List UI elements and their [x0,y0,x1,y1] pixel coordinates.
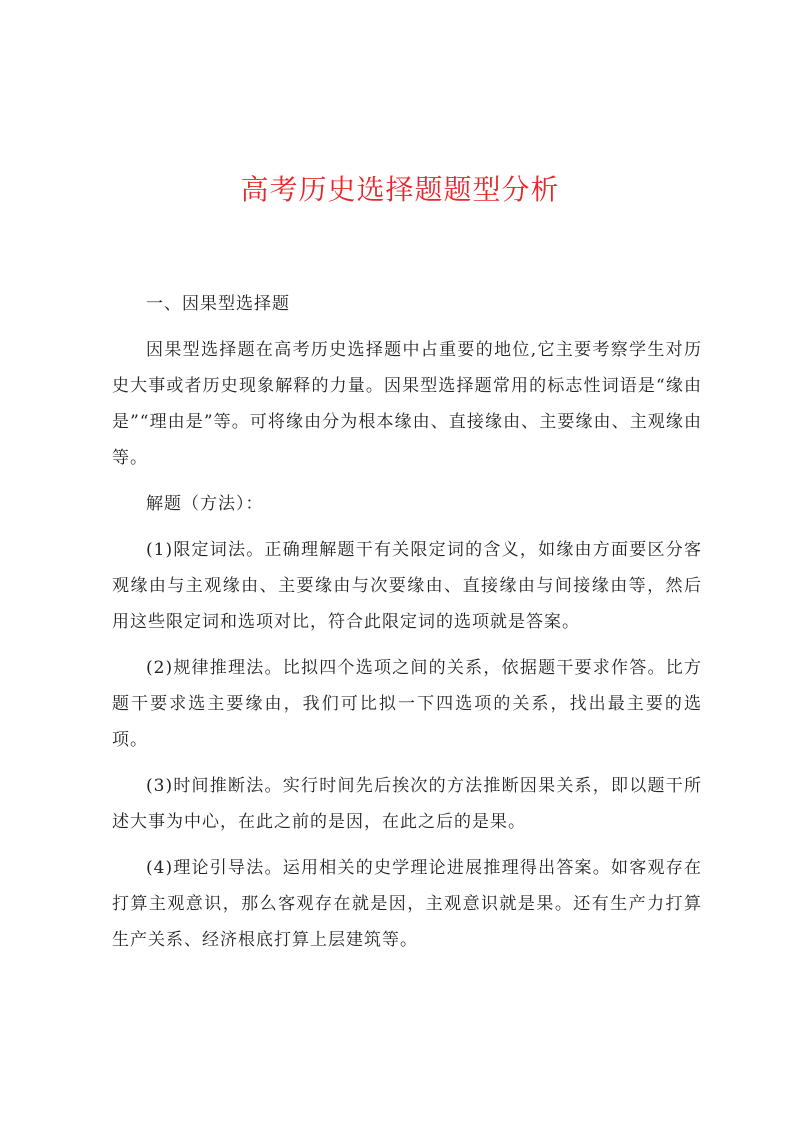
paragraph-method-heading: 解题（方法）： [146,494,264,514]
section-heading-causal: 一、因果型选择题 [146,294,290,314]
paragraph-intro: 因果型选择题在高考历史选择题中占重要的地位,它主要考察学生对历史大事或者历史现象解释的力量。因果型选择题常用的标志性词语是“缘由是”“理由是”等。可将缘由分为根本缘由、直接缘由、主要缘由、主观缘由等。 [112,340,702,468]
paragraph-method-4: (4)理论引导法。运用相关的史学理论进展推理得出答案。如客观存在打算主观意识，那么客观存在就是因，主观意识就是果。还有生产力打算生产关系、经济根底打算上层建筑等。 [112,858,702,950]
document-title: 高考历史选择题题型分析 [240,173,560,206]
paragraph-method-3: (3)时间推断法。实行时间先后挨次的方法推断因果关系，即以题干所述大事为中心，在此之前的是因，在此之后的是果。 [112,776,702,832]
document-body [112,286,702,968]
paragraph-method-1: (1)限定词法。正确理解题干有关限定词的含义，如缘由方面要区分客观缘由与主观缘由、主要缘由与次要缘由、直接缘由与间接缘由等，然后用这些限定词和选项对比，符合此限定词的选项就是答案。 [112,540,702,632]
paragraph-method-2: (2)规律推理法。比拟四个选项之间的关系，依据题干要求作答。比方题干要求选主要缘由，我们可比拟一下四选项的关系，找出最主要的选项。 [112,658,702,750]
